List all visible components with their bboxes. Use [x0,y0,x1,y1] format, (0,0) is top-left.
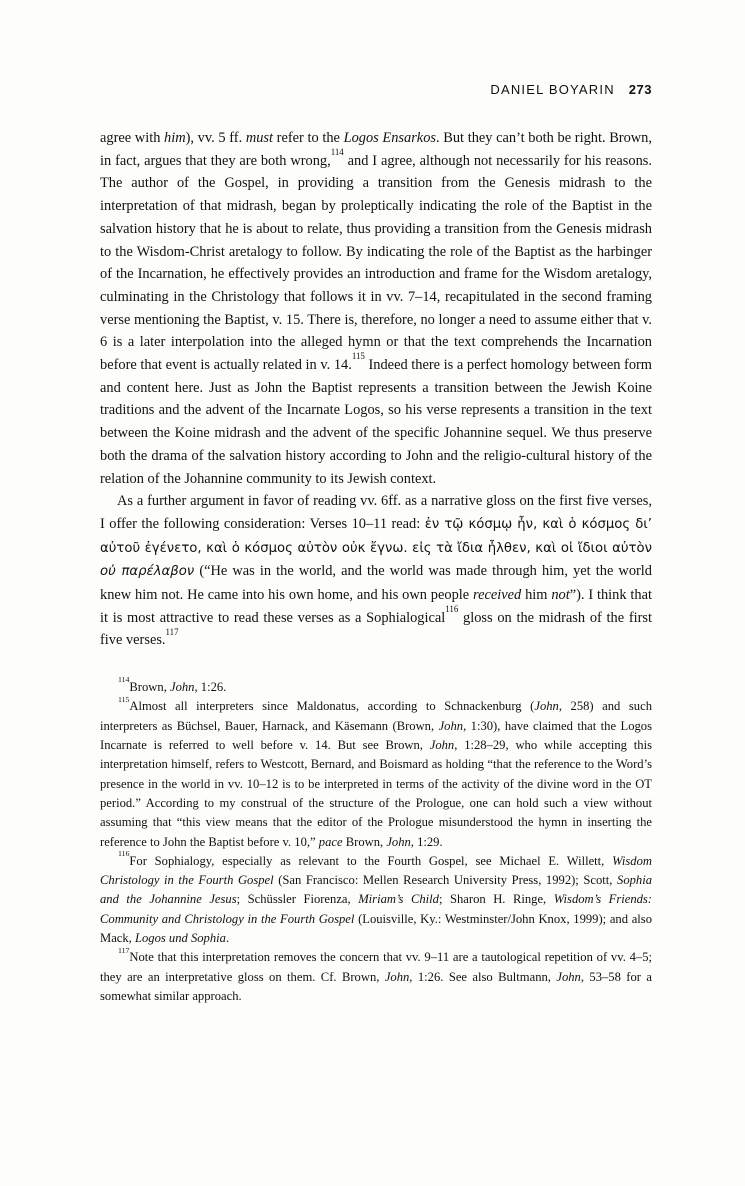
text-run: pace [318,834,343,849]
text-run: John [170,680,195,695]
text-run: and I agree, although not necessarily for his reasons. The author of the Gospel, in providing a transition from the Genesis midrash to the interpretation of that midrash, began by proleptically indicating the role of the Baptist in the salvation history that he is about to relate, thus providing a transition from the Genesis midrash to the Wisdom-Christ aretalogy to follow. By indicating the role of the Baptist as the harbinger of the Incarnation, he effectively provides an introduction and frame for the Wisdom aretalogy, culminating in the Christology that follows it in vv. 7–14, recapitulated in the second framing verse mentioning the Baptist, v. 15. There is, therefore, no longer a need to assume either that v. 6 is a later interpolation into the alleged hymn or that the text comprehends the Incarnation before that event is actually related in v. 14. [100,152,652,374]
text-run: Logos und Sophia [134,931,226,946]
text-run: ; Schüssler Fiorenza, [236,892,359,907]
text-run: Brown, [342,834,387,849]
text-run: John [429,738,455,753]
text-run: . But they can’t both be right. Brown, in fact, argues that they are both wrong, [100,130,652,169]
text-run: Note that this interpretation removes the concern that vv. 9–11 are a tautological repetition of vv. 4–5; they are an interpretative gloss on them. Cf. Brown, [100,950,652,984]
text-run: ἐν τῷ κόσμῳ ἦν, καὶ ὁ κόσμος δι’ αὐτοῦ ἐγένετο, καὶ ὁ κόσμος αὐτὸν οὐκ ἔγνω. εἰς τὰ ἴδια ἦλθεν, καὶ οἱ ἴδιοι αὐτὸν [100,516,652,556]
text-run: John [534,699,559,714]
footnote-116 [100,849,653,948]
text-run: Miriam’s Child [358,892,439,907]
text-run: Wisdom’s Friends: Community and Christology in the Fourth Gospel [100,892,653,926]
running-head [100,82,652,97]
text-run: (Louisville, Ky.: Westminster/John Knox, 1999); and also Mack, [100,911,652,946]
text-run: , 1:30), have claimed that the Logos Incarnate is referred to well before v. 14. But see Brown, [100,718,652,753]
text-run: , 53–58 for a somewhat similar approach. [100,969,652,1003]
text-run: ; Sharon H. Ringe, [438,892,554,907]
text-run: refer to the [273,130,344,146]
body-paragraph [100,490,652,652]
text-run: οὐ παρέλαβον [100,564,195,580]
text-run: ), vv. 5 ff. [185,130,246,146]
footnote-number: 116 [118,849,130,859]
text-run: not [551,587,570,604]
footnote-marker: 116 [445,603,459,614]
text-run: gloss on the midrash of the first five verses. [100,609,652,649]
text-run: , 1:26. [194,680,227,695]
footnote-marker: 117 [165,626,179,637]
footnote-number: 117 [118,945,130,955]
text-run: Logos Ensarkos [343,130,436,146]
body-text [100,127,652,652]
text-run: , 1:26. See also Bultmann, [409,969,557,984]
text-run: Brown, [129,680,170,695]
footnote-number: 115 [118,694,130,704]
text-run: agree with [100,130,165,146]
footnotes [100,675,653,1006]
text-run: must [245,130,274,146]
text-run: Almost all interpreters since Maldonatus, according to Schnackenburg ( [129,699,535,714]
text-run: John [384,969,410,984]
running-head-author: DANIEL BOYARIN [490,82,615,97]
text-run: John [386,834,411,849]
text-run: For Sophialogy, especially as relevant to the Fourth Gospel, see Michael E. Willett, [129,853,613,868]
text-run: Indeed there is a perfect homology between form and content here. Just as John the Baptist represents a transition between the Jewish Koine traditions and the advent of the Incarnate Logos, so his verse represents a transition in the text between the Koine midrash and the advent of the specific Johannine sequel. We thus preserve both the drama of the salvation history according to John and the religio-cultural history of the relation of the Johannine community to its Jewish context. [100,357,653,487]
text-run: John [438,718,464,733]
footnote-117 [100,945,652,1006]
footnote-115 [100,694,652,851]
text-run: As a further argument in favor of reading vv. 6ff. as a narrative gloss on the first five verses, I offer the following consideration: Verses 10–11 read: [100,493,652,532]
text-run: received [473,587,522,604]
text-run: him [521,587,552,604]
text-run: . [225,931,230,946]
footnote-marker: 114 [330,146,344,157]
body-paragraph [100,127,652,490]
page-content [100,82,652,1006]
text-run: , 258) and such interpreters as Büchsel, Bauer, Harnack, and Käsemann (Brown, [100,699,652,733]
footnote-number: 114 [118,675,130,685]
footnote-marker: 115 [351,351,365,362]
text-run: him [164,130,186,146]
text-run: (San Francisco: Mellen Research University Press, 1992); Scott, [273,873,618,888]
text-run: (“He was in the world, and the world was made through him, yet the world knew him not. He came into his own home, and his own people [100,563,653,604]
text-run: , 1:29. [410,834,443,849]
text-run: Wisdom Christology in the Fourth Gospel [100,853,652,888]
text-run: ”). I think that it is most attractive to read these verses as a Sophialogical [100,587,652,626]
footnote-114 [100,675,652,697]
text-run: John [556,969,581,984]
text-run: , 1:28–29, who while accepting this interpretation himself, refers to Westcott, Bernard, and Boismard as holding “that the reference to the Word’s presence in the world in vv. 10–12 is to be interpreted in terms of the activity of the divine word in the OT period.” According to my construal of the structure of the Prologue, one can hold such a view without assuming that “this view means that the editor of the Prologue misunderstood the hymn in inserting the reference to John the Baptist before v. 10,” [100,738,652,849]
page-number: 273 [628,82,652,97]
text-run: Sophia and the Johannine Jesus [100,873,652,907]
